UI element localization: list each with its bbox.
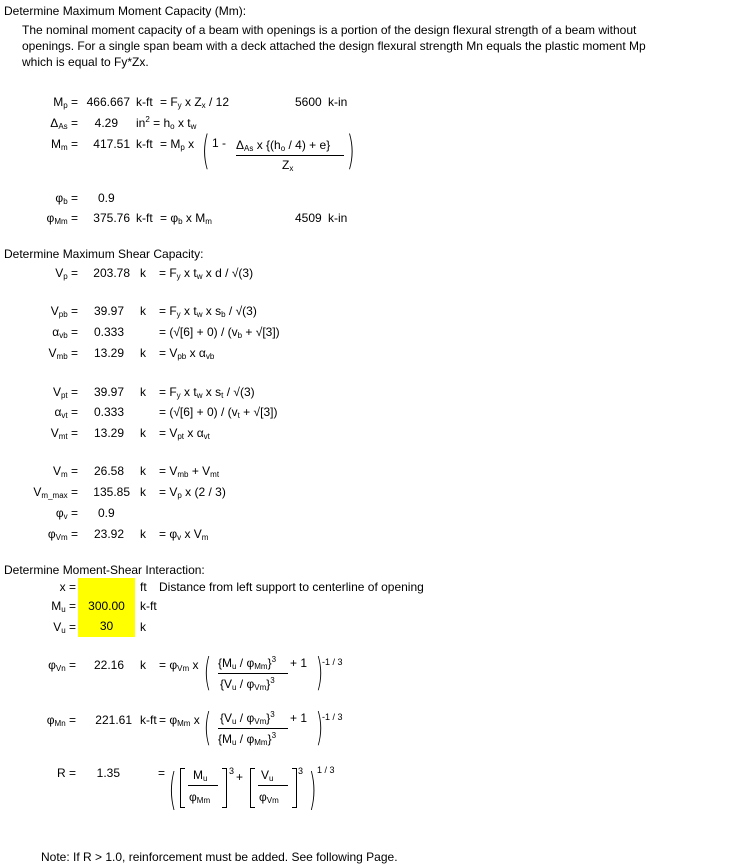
vmt-unit: k xyxy=(140,426,146,440)
phivn-exponent: -1 / 3 xyxy=(322,657,343,667)
vp-value: 203.78 xyxy=(93,266,130,280)
mm-unit: k-ft xyxy=(136,137,153,151)
phimm-formula: = $\varphi_b$ x $M_m$ xyxy=(160,211,212,226)
vp-formula: = $F_y$ x $t_w$ x d / √(3) xyxy=(159,266,254,281)
avb-formula: = $(√[6] + 0) / (v_b + √[3])$ xyxy=(159,325,280,340)
mu-unit: k-ft xyxy=(140,599,157,613)
vpt-formula: = $F_y$ x $t_w$ x $s_t / √(3)$ xyxy=(159,385,255,400)
vmt-value: 13.29 xyxy=(93,426,124,440)
vp-label: $V_p$ = xyxy=(55,266,78,281)
r-exp-1: 3 xyxy=(229,766,235,776)
vm-unit: k xyxy=(140,464,146,478)
phimn-unit: k-ft xyxy=(140,713,157,727)
phivn-value: 22.16 xyxy=(93,658,124,672)
phivn-fraction-line xyxy=(218,673,288,674)
vm-max-value: 135.85 xyxy=(93,485,130,499)
x-input[interactable] xyxy=(78,578,135,596)
vpt-value: 39.97 xyxy=(93,385,124,399)
r-frac2-den: $\varphi_{Vm}$ xyxy=(259,790,279,805)
r-bracket1-left xyxy=(180,768,185,808)
phivn-denominator: $\{V_u / \varphi_{Vm}\}^3$ xyxy=(220,676,275,692)
left-paren-phimn: ( xyxy=(203,705,212,749)
vp-unit: k xyxy=(140,266,146,280)
mm-denominator: $Z_x$ xyxy=(282,158,294,173)
vm-value: 26.58 xyxy=(93,464,124,478)
mm-label: $M_m$ = xyxy=(50,137,78,152)
phivm-unit: k xyxy=(140,527,146,541)
mm-formula-prefix: = $M_p$ x xyxy=(160,137,195,152)
phivm-formula: = $\varphi_v$ x $V_m$ xyxy=(159,527,209,542)
r-frac2-num: $V_u$ xyxy=(261,768,274,783)
vm-formula: = $V_{mb} + V_{mt}$ xyxy=(159,464,220,479)
vmb-formula: = $V_{pb}$ x $\alpha_{vb}$ xyxy=(159,346,215,361)
das-unit: $in^2 = h_o$ x $t_w$ xyxy=(136,115,197,131)
das-value: 4.29 xyxy=(94,116,118,130)
phivn-numerator: $\{M_u / \varphi_{Mm}\}^3$ xyxy=(218,655,277,671)
vm-max-unit: k xyxy=(140,485,146,499)
phimm-unit: k-ft xyxy=(136,211,153,225)
vmt-label: $V_{mt}$ = xyxy=(50,426,78,441)
r-outer-right-paren: ) xyxy=(308,764,317,815)
phimm-alt-unit: k-in xyxy=(328,211,348,225)
phimm-value: 375.76 xyxy=(93,211,130,225)
right-paren-phimn: ) xyxy=(315,705,324,749)
vu-unit: k xyxy=(140,620,146,634)
x-unit: ft xyxy=(140,580,147,594)
heading-shear: Determine Maximum Shear Capacity: xyxy=(4,247,204,261)
r-bracket1-right xyxy=(222,768,227,808)
vpt-unit: k xyxy=(140,385,146,399)
vm-max-label: $V_{m\_max}$ = xyxy=(33,485,78,500)
phimn-formula-prefix: = $\varphi_{Mm}$ x xyxy=(159,713,200,728)
mm-formula-one: 1 - xyxy=(212,136,227,150)
r-formula-prefix: = xyxy=(158,766,166,780)
avt-label: $\alpha_{vt}$ = xyxy=(54,405,78,420)
mu-input[interactable]: 300.00 xyxy=(78,596,135,616)
r-value: 1.35 xyxy=(96,766,120,780)
vu-input[interactable]: 30 xyxy=(78,616,135,637)
phivn-label: $\varphi_{Vn}$ = xyxy=(48,658,76,673)
avt-formula: = $(√[6] + 0) / (v_t + √[3])$ xyxy=(159,405,278,420)
x-label: x = xyxy=(59,580,76,594)
mm-fraction-line xyxy=(236,155,344,156)
vpb-unit: k xyxy=(140,304,146,318)
left-paren-mm: ( xyxy=(201,128,210,174)
mm-numerator: $\Delta_{As}$ x $\{(h_o / 4) + e\}$ xyxy=(236,138,331,153)
phivn-plus-one: + 1 xyxy=(290,656,308,670)
mp-alt-value: 5600 xyxy=(295,95,322,109)
mp-formula: = $F_y$ x $Z_x / 12$ xyxy=(160,95,230,110)
right-paren-phivn: ) xyxy=(315,650,324,694)
heading-moment: Determine Maximum Moment Capacity (Mm): xyxy=(4,4,247,18)
phimn-exponent: -1 / 3 xyxy=(322,712,343,722)
r-frac1-line xyxy=(188,785,218,786)
avt-value: 0.333 xyxy=(93,405,124,419)
phivm-value: 23.92 xyxy=(93,527,124,541)
mm-value: 417.51 xyxy=(93,137,130,151)
phimm-alt-value: 4509 xyxy=(295,211,322,225)
phiv-label: $\varphi_v$ = xyxy=(55,506,78,521)
vm-max-formula: = $V_p$ x (2 / 3) xyxy=(159,485,226,500)
vmt-formula: = $V_{pt}$ x $\alpha_{vt}$ xyxy=(159,426,210,441)
vmb-unit: k xyxy=(140,346,146,360)
phib-label: $\varphi_b$ = xyxy=(55,191,78,206)
r-plus: + xyxy=(236,770,244,784)
r-frac2-line xyxy=(258,785,288,786)
r-label: R = xyxy=(56,766,76,780)
mp-alt-unit: k-in xyxy=(328,95,348,109)
r-outer-left-paren: ( xyxy=(168,764,177,815)
phimn-denominator: $\{M_u / \varphi_{Mm}\}^3$ xyxy=(218,731,277,747)
avb-label: $\alpha_{vb}$ = xyxy=(52,325,78,340)
r-exp-outer: 1 / 3 xyxy=(317,765,335,775)
vmb-value: 13.29 xyxy=(93,346,124,360)
x-description: Distance from left support to centerline of opening xyxy=(159,580,424,594)
note-text: Note: If R > 1.0, reinforcement must be added. See following Page. xyxy=(41,850,398,864)
phivm-label: $\varphi_{Vm}$ = xyxy=(47,527,78,542)
phib-value: 0.9 xyxy=(98,191,115,205)
r-bracket2-left xyxy=(250,768,255,808)
mu-label: $M_u$ = xyxy=(51,599,76,614)
avb-value: 0.333 xyxy=(93,325,124,339)
mp-value: 466.667 xyxy=(86,95,130,109)
r-frac1-den: $\varphi_{Mm}$ xyxy=(189,790,211,805)
intro-paragraph: The nominal moment capacity of a beam with openings is a portion of the design flexural strength of a beam without openings. For a single span beam with a deck attached the design flexural strength Mn equals the plastic moment Mp which is equal to Fy*Zx. xyxy=(22,23,646,69)
r-frac1-num: $M_u$ xyxy=(193,768,208,783)
phimn-label: $\varphi_{Mn}$ = xyxy=(46,713,76,728)
vpb-formula: = $F_y$ x $t_w$ x $s_b / √(3)$ xyxy=(159,304,257,319)
heading-interaction: Determine Moment-Shear Interaction: xyxy=(4,563,205,577)
mp-label: $M_p$ = xyxy=(53,95,78,110)
phiv-value: 0.9 xyxy=(98,506,115,520)
mp-unit: k-ft xyxy=(136,95,153,109)
phimn-value: 221.61 xyxy=(95,713,132,727)
right-paren-mm: ) xyxy=(346,128,355,174)
phimm-label: $\varphi_{Mm}$ = xyxy=(46,211,78,226)
phivn-unit: k xyxy=(140,658,146,672)
phimn-fraction-line xyxy=(218,728,288,729)
r-bracket2-right xyxy=(292,768,297,808)
phimn-numerator: $\{V_u / \varphi_{Vm}\}^3$ xyxy=(220,710,275,726)
vu-label: $V_u$ = xyxy=(53,620,76,635)
vpb-label: $V_{pb}$ = xyxy=(50,304,78,319)
phivn-formula-prefix: = $\varphi_{Vm}$ x xyxy=(159,658,199,673)
vpb-value: 39.97 xyxy=(93,304,124,318)
das-label: $\Delta_{As}$ = xyxy=(50,116,78,131)
r-exp-2: 3 xyxy=(298,766,304,776)
vpt-label: $V_{pt}$ = xyxy=(52,385,78,400)
vmb-label: $V_{mb}$ = xyxy=(48,346,78,361)
left-paren-phivn: ( xyxy=(203,650,212,694)
vm-label: $V_m$ = xyxy=(52,464,78,479)
phimn-plus-one: + 1 xyxy=(290,711,308,725)
